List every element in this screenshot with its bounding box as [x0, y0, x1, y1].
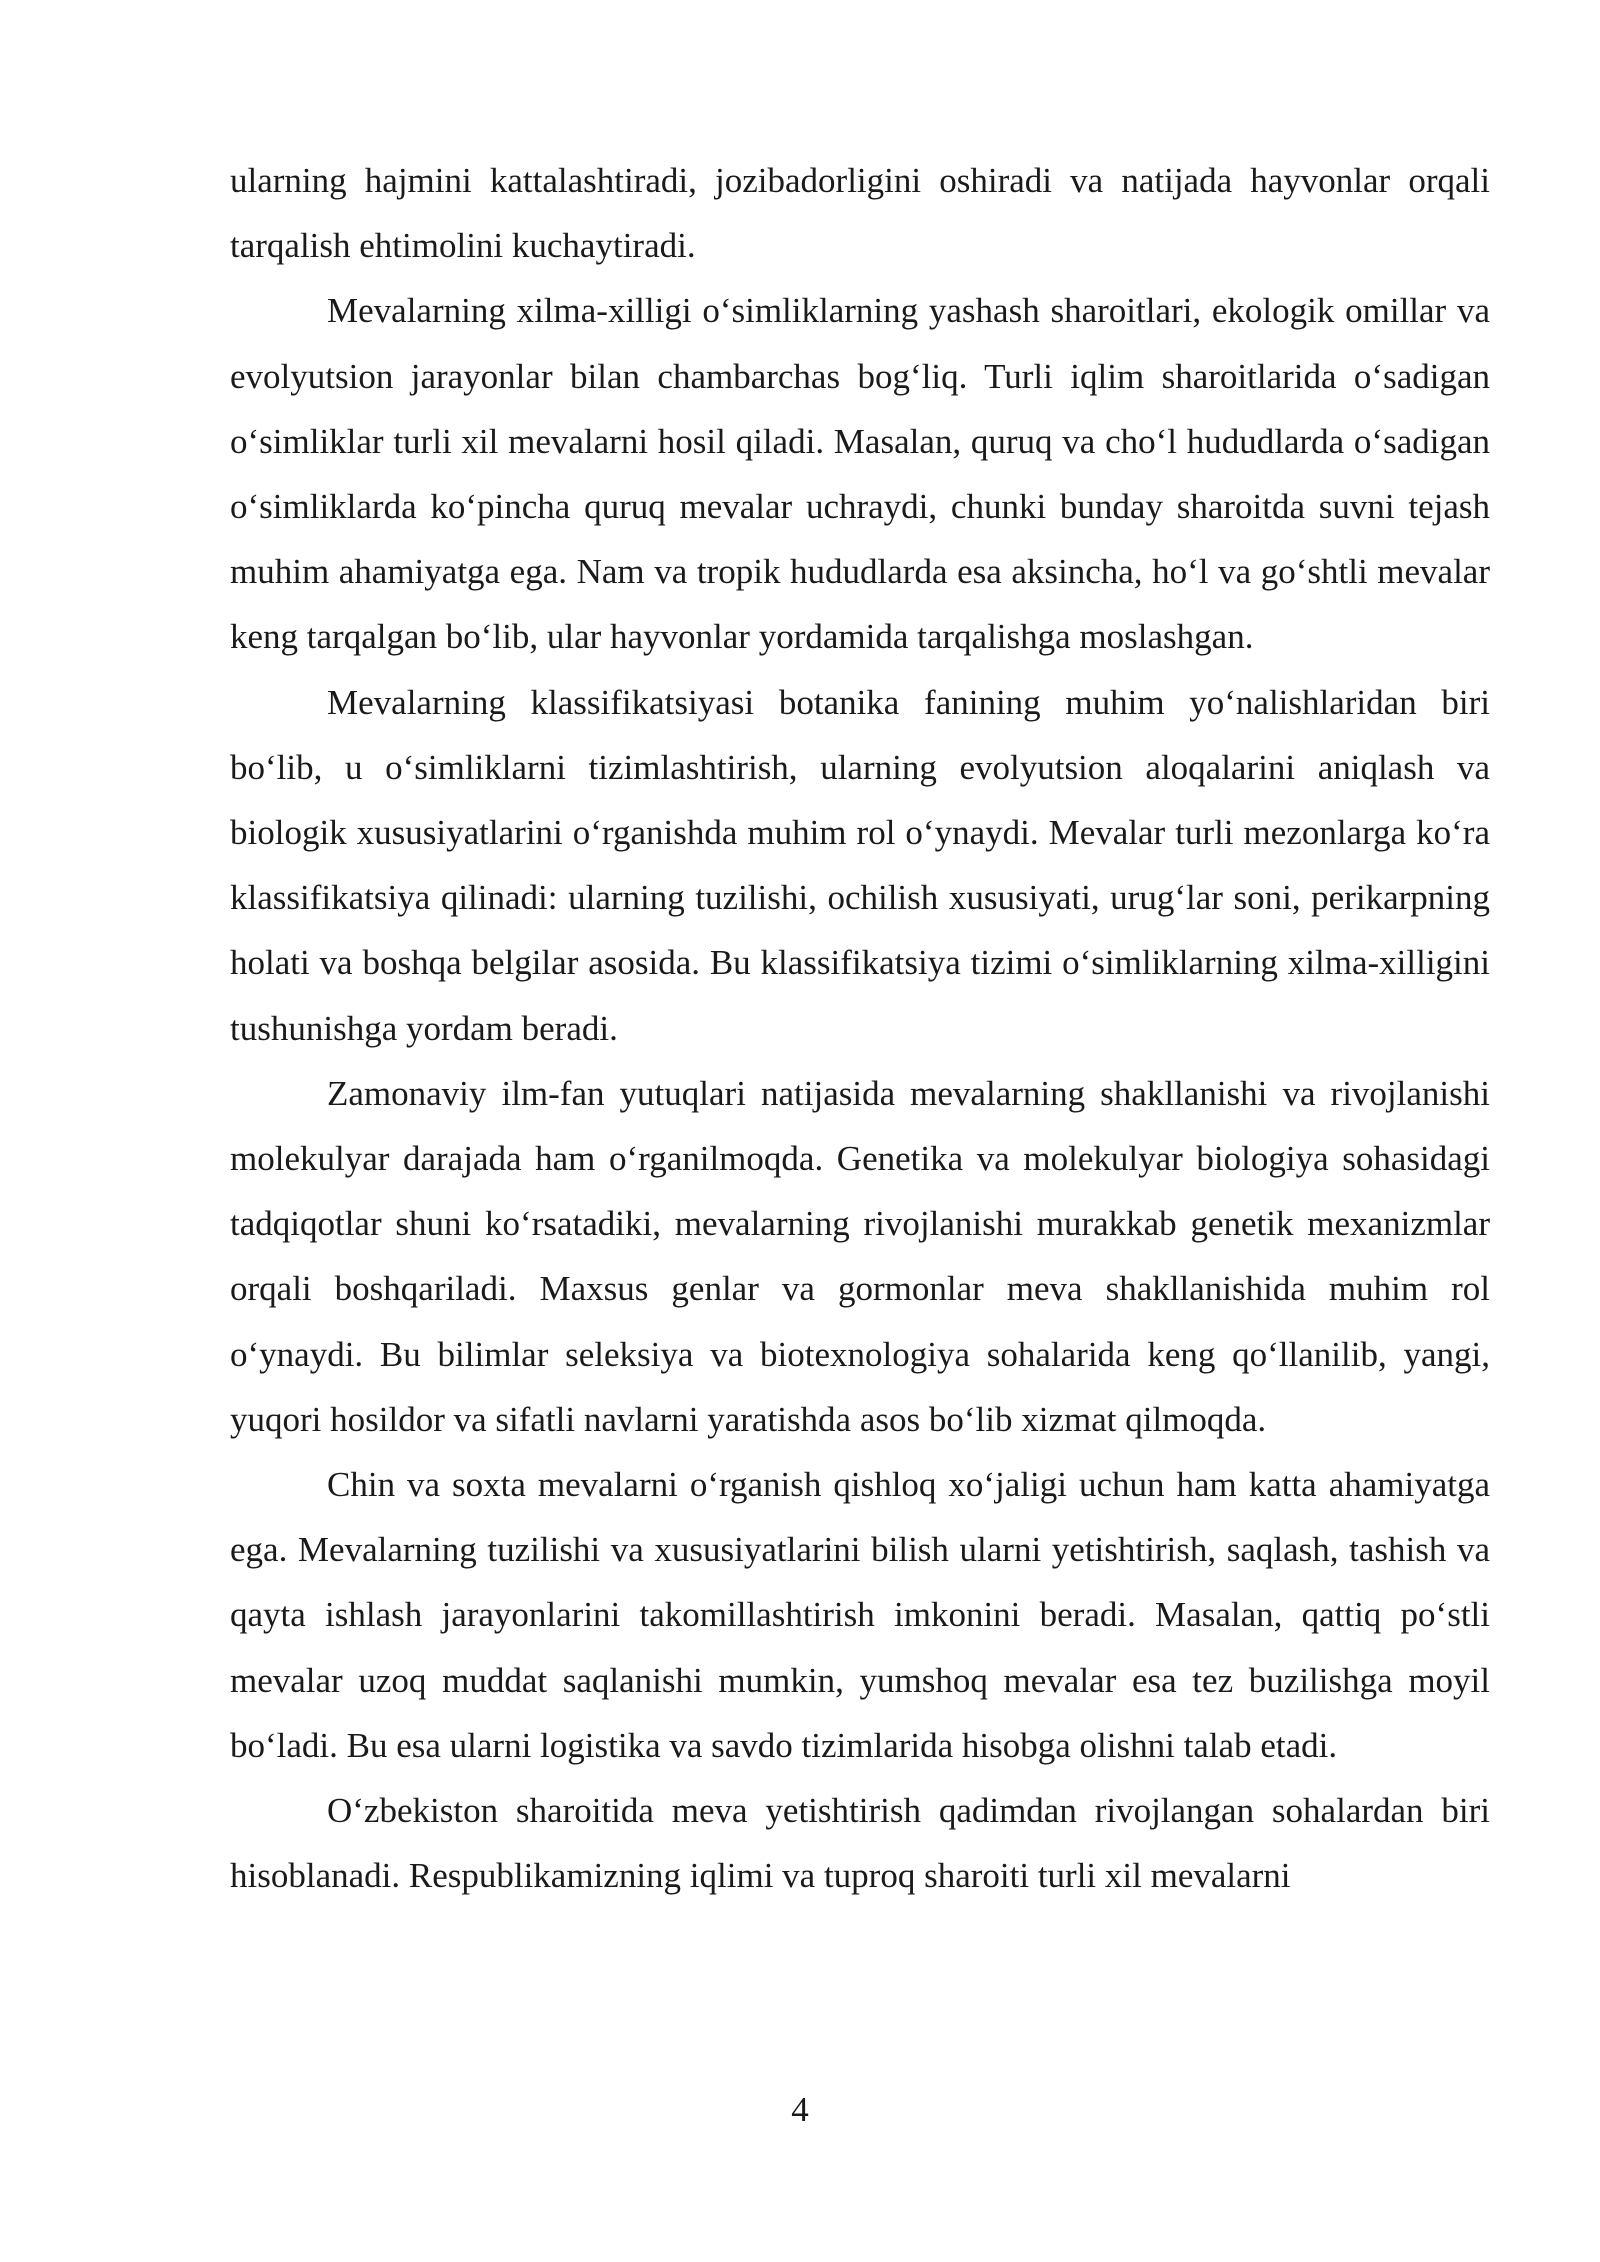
paragraph-fruit-diversity: Mevalarning xilma-xilligi o‘simliklarning yashash sharoitlari, ekologik omillar va evolyutsion jarayonlar bilan chambarchas bog‘liq. Turli iqlim sharoitlarida o‘sadigan o‘simliklar turli xil mevalarni hosil qiladi. Masalan, quruq va cho‘l hududlarda o‘sadigan o‘simliklarda ko‘pincha quruq mevalar uchraydi, chunki bunday sharoitda suvni tejash muhim ahamiyatga ega. Nam va tropik hududlarda esa aksincha, ho‘l va go‘shtli mevalar keng tarqalgan bo‘lib, ular hayvonlar yordamida tarqalishga moslashgan. [230, 291, 1490, 657]
paragraph-continuation: ularning hajmini kattalashtiradi, jozibadorligini oshiradi va natijada hayvonlar orqali tarqalish ehtimolini kuchaytiradi. [230, 161, 1490, 266]
page-number: 4 [791, 2090, 809, 2129]
paragraph-agriculture-importance: Chin va soxta mevalarni o‘rganish qishloq xo‘jaligi uchun ham katta ahamiyatga ega. Mevalarning tuzilishi va xususiyatlarini bilish ularni yetishtirish, saqlash, tashish va qayta ishlash jarayonlarini takomillashtirish imkonini beradi. Masalan, qattiq po‘stli mevalar uzoq muddat saqlanishi mumkin, yumshoq mevalar esa tez buzilishga moyil bo‘ladi. Bu esa ularni logistika va savdo tizimlarida hisobga olishni talab etadi. [230, 1465, 1490, 1765]
paragraph-uzbekistan: O‘zbekiston sharoitida meva yetishtirish qadimdan rivojlangan sohalardan biri hisoblanadi. Respublikamizning iqlimi va tuproq sharoiti turli xil mevalarni [230, 1791, 1490, 1896]
document-page-body [230, 148, 1490, 1908]
paragraph-molecular-research: Zamonaviy ilm-fan yutuqlari natijasida mevalarning shakllanishi va rivojlanishi molekulyar darajada ham o‘rganilmoqda. Genetika va molekulyar biologiya sohasidagi tadqiqotlar shuni ko‘rsatadiki, mevalarning rivojlanishi murakkab genetik mexanizmlar orqali boshqariladi. Maxsus genlar va gormonlar meva shakllanishida muhim rol o‘ynaydi. Bu bilimlar seleksiya va biotexnologiya sohalarida keng qo‘llanilib, yangi, yuqori hosildor va sifatli navlarni yaratishda asos bo‘lib xizmat qilmoqda. [230, 1073, 1490, 1439]
paragraph-fruit-classification: Mevalarning klassifikatsiyasi botanika fanining muhim yo‘nalishlaridan biri bo‘lib, u o‘simliklarni tizimlashtirish, ularning evolyutsion aloqalarini aniqlash va biologik xususiyatlarini o‘rganishda muhim rol o‘ynaydi. Mevalar turli mezonlarga ko‘ra klassifikatsiya qilinadi: ularning tuzilishi, ochilish xususiyati, urug‘lar soni, perikarpning holati va boshqa belgilar asosida. Bu klassifikatsiya tizimi o‘simliklarning xilma-xilligini tushunishga yordam beradi. [230, 682, 1490, 1048]
